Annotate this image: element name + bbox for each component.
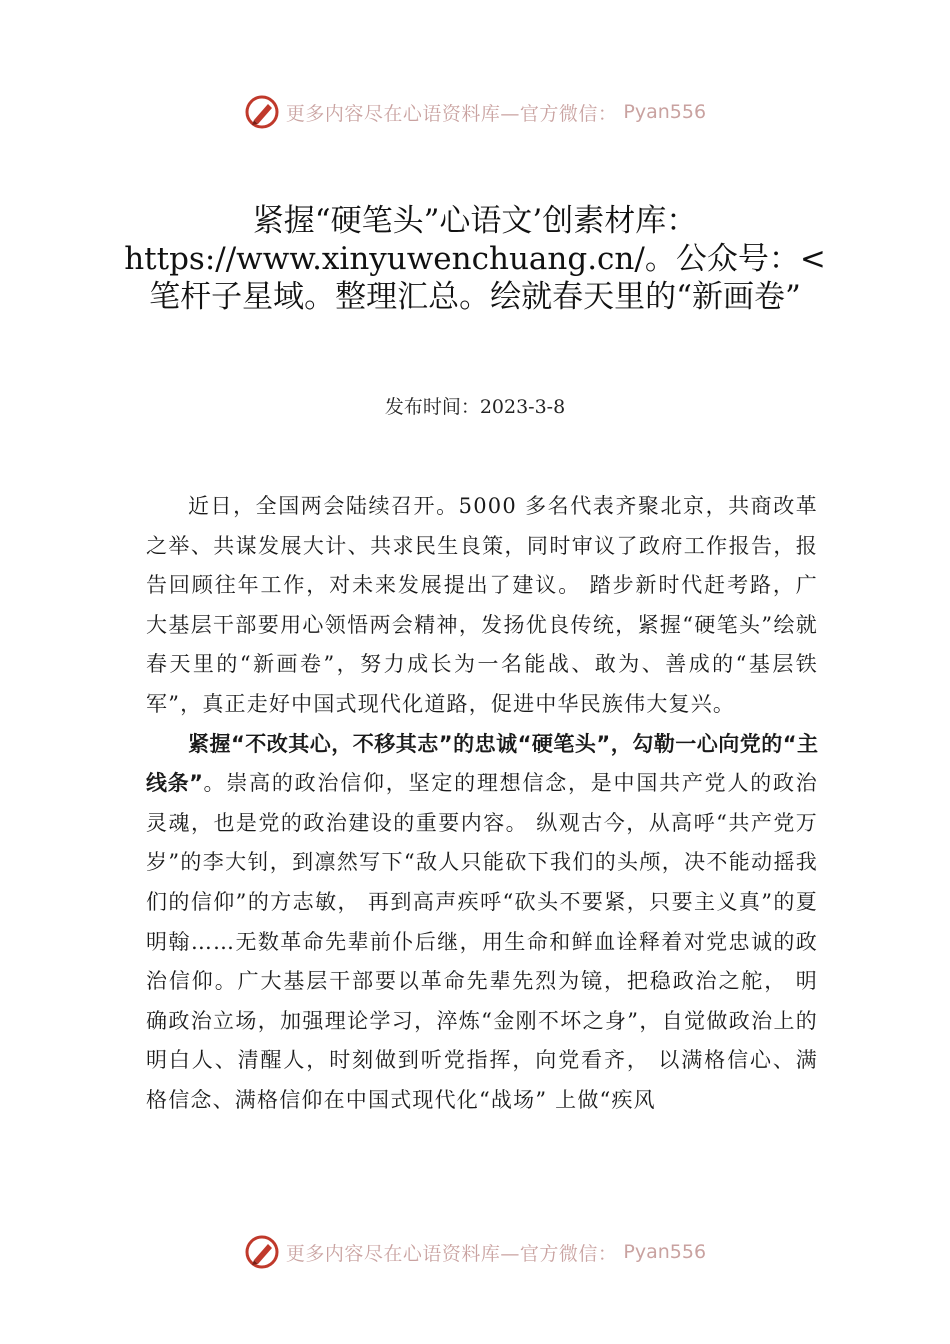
article-title: 紧握“硬笔头”心语文’创素材库：https://www.xinyuwenchuang.cn/。公众号：<笔杆子星域。整理汇总。绘就春天里的“新画卷” [124, 203, 826, 315]
publish-time: 发布时间：2023-3-8 [384, 396, 566, 418]
paragraph [146, 725, 818, 1121]
article-body [146, 487, 818, 1121]
banner-wechat-id: Pyan556 [623, 1241, 707, 1263]
pen-logo-icon [244, 94, 280, 130]
header-watermark-banner [0, 92, 950, 132]
paragraph-text: 近日，全国两会陆续召开。5000 多名代表齐聚北京，共商改革之举、共谋发展大计、共求民生良策，同时审议了政府工作报告，报告回顾往年工作，对未来发展提出了建议。 踏步新时代赶考路，广大基层干部要用心领悟两会精神，发扬优良传统，紧握“硬笔头”绘就春天里的“新画卷”，努力成长为一名能战、敢为、善成的“基层铁军”，真正走好中国式现代化道路，促进中华民族伟大复兴。 [146, 494, 818, 716]
banner-wechat-id: Pyan556 [623, 101, 707, 123]
paragraph-lead: 紧握“不改其心，不移其志”的忠诚“硬笔头”，勾勒一心向党的“主线条” [146, 731, 818, 796]
footer-watermark-banner [0, 1232, 950, 1272]
pen-logo-icon [244, 1234, 280, 1270]
paragraph [146, 487, 818, 725]
banner-text: 更多内容尽在心语资料库—官方微信： [285, 1242, 618, 1265]
paragraph-text: 。崇高的政治信仰，坚定的理想信念，是中国共产党人的政治灵魂，也是党的政治建设的重要内容。 纵观古今，从高呼“共产党万岁”的李大钊，到凛然写下“敌人只能砍下我们的头颅，决不能动摇我们的信仰”的方志敏， 再到高声疾呼“砍头不要紧，只要主义真”的夏明翰……无数革命先辈前仆后继，用生命和鲜血诠释着对党忠诚的政治信仰。广大基层干部要以革命先辈先烈为镜，把稳政治之舵， 明确政治立场，加强理论学习，淬炼“金刚不坏之身”，自觉做政治上的明白人、清醒人，时刻做到听党指挥，向党看齐， 以满格信心、满格信念、满格信仰在中国式现代化“战场” 上做“疾风 [146, 771, 818, 1112]
banner-text: 更多内容尽在心语资料库—官方微信： [285, 102, 618, 125]
